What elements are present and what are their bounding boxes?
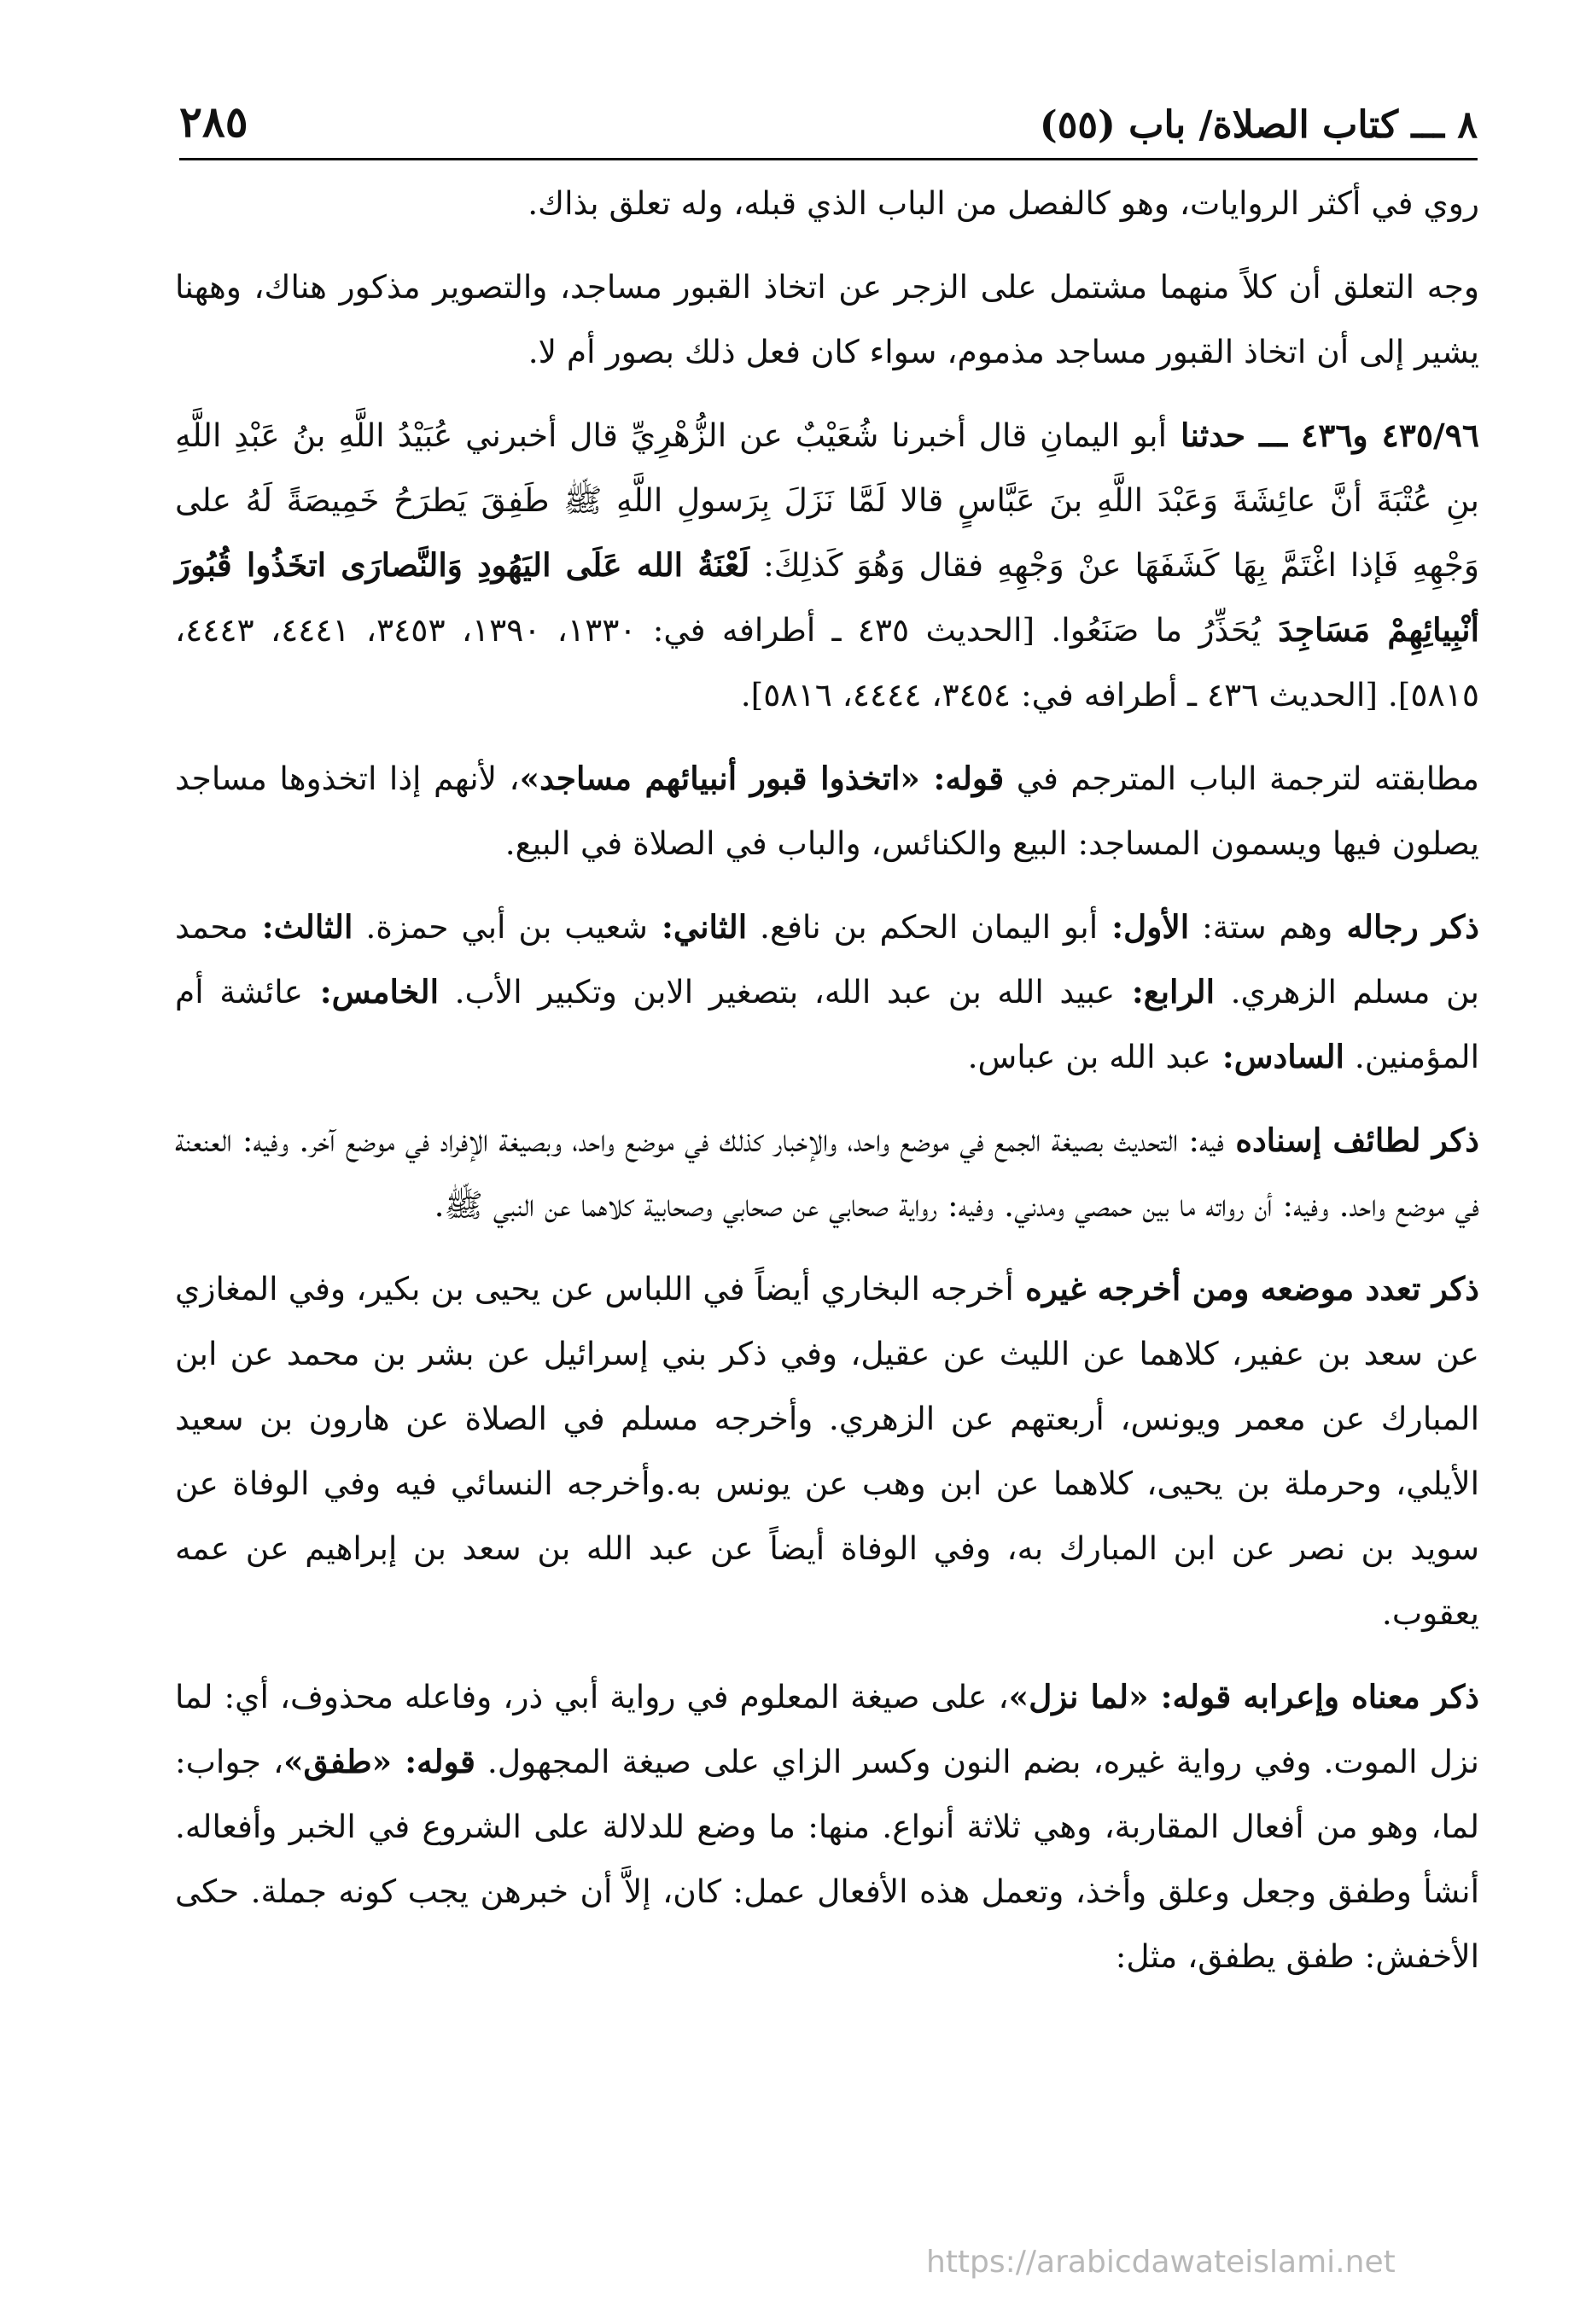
hadith-paragraph (175, 403, 1479, 727)
text-segment: محمد بن مسلم الزهري. (175, 908, 1479, 1011)
commentary-paragraph (175, 1256, 1479, 1645)
commentary-paragraph (175, 254, 1479, 384)
bold-text-segment: لَعْنَةُ الله عَلَى اليَهُودِ وَالنَّصارَى اتخَذُوا قُبُورَ أنْبِيائِهِمْ مَسَاجِدَ (175, 546, 1480, 649)
text-segment: ، على صيغة المعلوم في رواية أبي ذر، وفاعله محذوف، أي: لما نزل الموت. وفي رواية غيره، بضم النون وكسر الزاي على صيغة المجهول. (175, 1678, 1479, 1780)
text-segment: عبد الله بن عباس. (967, 1038, 1211, 1075)
text-segment: أخرجه البخاري أيضاً في اللباس عن يحيى بن بكير، وفي المغازي عن سعد بن عفير، كلاهما عن الليث عن عقيل، وفي ذكر بني إسرائيل عن بشر بن محمد عن ابن المبارك عن معمر ويونس، أربعتهم عن الزهري. وأخرجه مسلم في الصلاة عن هارون بن سعيد الأيلي، وحرملة بن يحيى، كلاهما عن ابن وهب عن يونس به.وأخرجه النسائي فيه وفي الوفاة عن سويد بن نصر عن ابن المبارك به، وفي الوفاة أيضاً عن عبد الله بن سعد بن إبراهيم عن عمه يعقوب. (175, 1270, 1479, 1632)
text-segment: روي في أكثر الروايات، وهو كالفصل من الباب الذي قبله، وله تعلق بذاك. (528, 184, 1479, 222)
bold-text-segment: الأول: (1098, 908, 1190, 946)
bold-text-segment: السادس: (1210, 1038, 1344, 1075)
bold-text-segment: ٤٣٥/٩٦ و٤٣٦ ـــ حدثنا (1167, 416, 1480, 454)
commentary-paragraph (175, 171, 1479, 236)
page-number: ٢٨٥ (179, 96, 248, 147)
header-divider (179, 158, 1478, 160)
text-segment: فيه: التحديث بصيغة الجمع في موضع واحد، والإخبار كذلك في موضع واحد، وبصيغة الإفراد في موضع آخر. وفيه: العنعنة في موضع واحد. وفيه: أن رواته ما بين حمصي ومدني. وفيه: رواية صحابي عن صحابي وصحابية كلاهما عن النبي ﷺ. (175, 1121, 1479, 1224)
running-title: ٨ ـــ كتاب الصلاة/ باب (٥٥) (1039, 103, 1478, 147)
bold-text-segment: ذكر لطائف إسناده (1224, 1121, 1479, 1159)
bold-text-segment: الخامس: (303, 973, 439, 1011)
watermark-url: https://arabicdawateislami.net (926, 2245, 1396, 2280)
bold-text-segment: قوله: «اتخذوا قبور أنبيائهم مساجد» (519, 760, 1005, 797)
text-segment: وهم ستة: (1189, 908, 1333, 946)
text-segment: وجه التعلق أن كلاً منهما مشتمل على الزجر عن اتخاذ القبور مساجد، والتصوير مذكور هناك، وههنا يشير إلى أن اتخاذ القبور مساجد مذموم، سواء كان فعل ذلك بصور أم لا. (175, 268, 1479, 370)
page-header (179, 96, 1478, 147)
commentary-paragraph (175, 746, 1479, 876)
bold-text-segment: ذكر رجاله (1332, 908, 1479, 946)
text-segment: أبو اليمانِ قال أخبرنا شُعَيْبٌ عن الزُّهْرِيِّ قال أخبرني عُبَيْدُ اللَّهِ بنُ عَبْدِ اللَّهِ بنِ عُتْبَةَ أنَّ عائِشَةَ وَعَبْدَ اللَّهِ بنَ عَبَّاسٍ قالا لَمَّا نَزَلَ بِرَسولِ اللَّهِ ﷺ طَفِقَ يَطرَحُ خَمِيصَةً لَهُ على وَجْهِهِ فَإذا اغْتَمَّ بِهَا كَشَفَهَا عنْ وَجْهِهِ فقال وَهُوَ كَذلِكَ: (175, 416, 1479, 584)
bold-text-segment: الثالث: (248, 908, 353, 946)
bold-text-segment: الرابع: (1115, 973, 1216, 1011)
commentary-paragraph (175, 1664, 1479, 1989)
commentary-paragraph (175, 1108, 1479, 1238)
bold-text-segment: الثاني: (647, 908, 748, 946)
text-segment: ، جواب: لما، وهو من أفعال المقاربة، وهي ثلاثة أنواع. منها: ما وضع للدلالة على الشروع في الخبر وأفعاله. أنشأ وطفق وجعل وعلق وأخذ، وتعمل هذه الأفعال عمل: كان، إلاَّ أن خبرهن يجب كونه جملة. حكى الأخفش: طفق يطفق، مثل: (175, 1743, 1479, 1975)
text-segment: ، لأنهم إذا اتخذوها مساجد يصلون فيها ويسمون المساجد: البيع والكنائس، والباب في الصلاة في البيع. (175, 760, 1479, 862)
text-segment: عائشة أم المؤمنين. (175, 973, 1479, 1075)
body-text (175, 171, 1479, 2007)
bold-text-segment: ذكر تعدد موضعه ومن أخرجه غيره (1013, 1270, 1479, 1308)
text-segment: يُحَذِّرُ ما صَنَعُوا. [الحديث ٤٣٥ ـ أطرافه في: ١٣٣٠، ١٣٩٠، ٣٤٥٣، ٤٤٤١، ٤٤٤٣، ٥٨١٥]. [الحديث ٤٣٦ ـ أطرافه في: ٣٤٥٤، ٤٤٤٤، ٥٨١٦]. (175, 611, 1479, 714)
commentary-paragraph (175, 894, 1479, 1089)
bold-text-segment: ذكر معناه وإعرابه قوله: «لما نزل» (1008, 1678, 1480, 1715)
text-segment: شعيب بن أبي حمزة. (353, 908, 648, 946)
text-segment: أبو اليمان الحكم بن نافع. (747, 908, 1099, 946)
text-segment: عبيد الله بن عبد الله، بتصغير الابن وتكبير الأب. (439, 973, 1116, 1011)
text-segment: مطابقته لترجمة الباب المترجم في (1004, 760, 1479, 797)
bold-text-segment: قوله: «طفق» (283, 1743, 475, 1780)
